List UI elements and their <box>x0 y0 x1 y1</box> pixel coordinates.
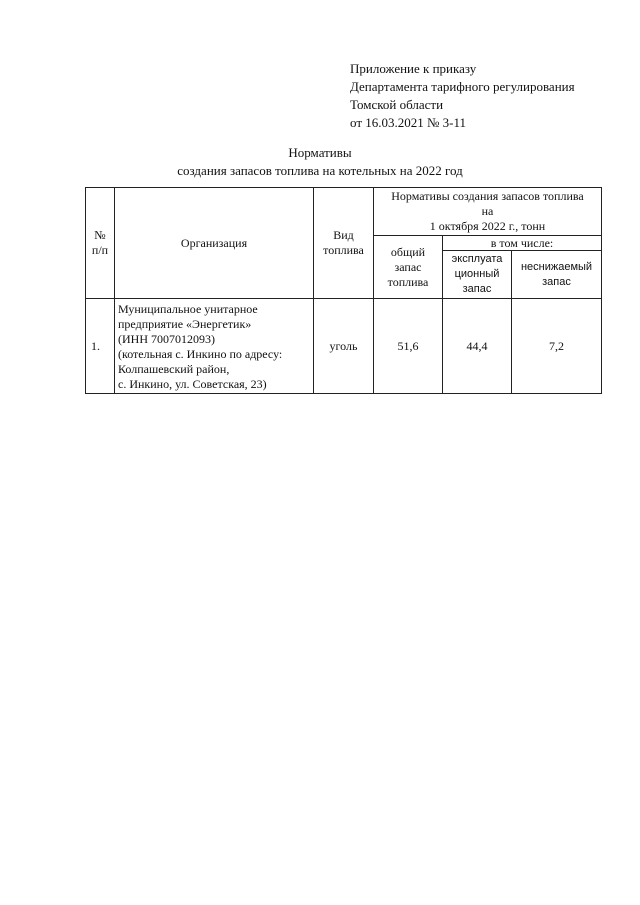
header-num <box>86 188 115 299</box>
header-including: в том числе: <box>443 236 602 251</box>
org-line: с. Инкино, ул. Советская, 23) <box>118 377 267 391</box>
row-total-stock: 51,6 <box>374 299 443 394</box>
header-total-stock <box>374 236 443 299</box>
header-total-line: общий <box>390 244 426 259</box>
header-operational-line: ционный <box>454 268 500 280</box>
header-norms-line: на <box>481 204 494 218</box>
appendix-line: Департамента тарифного регулирования <box>350 79 575 94</box>
appendix-order-date: от 16.03.2021 № 3-11 <box>350 115 467 130</box>
org-line: предприятие «Энергетик» <box>118 317 252 331</box>
title-line: Нормативы <box>288 145 352 160</box>
title-subline: создания запасов топлива на котельных на 2022 год <box>177 163 463 178</box>
header-operational-line: запас <box>462 283 492 295</box>
org-line: (ИНН 7007012093) <box>118 332 215 346</box>
header-fuel-type <box>314 188 374 299</box>
org-line: Муниципальное унитарное <box>118 302 258 316</box>
header-organization: Организация <box>115 188 314 299</box>
header-num-line: п/п <box>91 243 109 257</box>
norms-table <box>85 187 602 394</box>
row-fuel-type: уголь <box>314 299 374 394</box>
header-norms-line: 1 октября 2022 г., тонн <box>429 219 546 233</box>
table-row <box>86 299 602 394</box>
appendix-line: Приложение к приказу <box>350 61 477 76</box>
header-num-line: № <box>94 228 106 242</box>
appendix-line: Томской области <box>350 97 444 112</box>
header-fuel-line: Вид <box>333 228 354 242</box>
header-norms-line: Нормативы создания запасов топлива <box>391 189 584 203</box>
header-operational-stock <box>443 251 512 299</box>
row-irreducible-stock: 7,2 <box>512 299 602 394</box>
header-norms <box>374 188 602 236</box>
row-operational-stock: 44,4 <box>443 299 512 394</box>
row-num: 1. <box>86 299 115 394</box>
document-title <box>0 144 640 180</box>
org-line: (котельная с. Инкино по адресу: <box>118 347 283 361</box>
header-total-line: топлива <box>387 274 429 289</box>
header-total-line: запас <box>394 259 422 274</box>
header-irreducible-stock: неснижаемый запас <box>512 251 602 299</box>
row-organization <box>115 299 314 394</box>
org-line: Колпашевский район, <box>118 362 230 376</box>
appendix-block <box>350 60 575 132</box>
header-operational-line: эксплуата <box>451 253 503 265</box>
header-fuel-line: топлива <box>323 243 364 257</box>
